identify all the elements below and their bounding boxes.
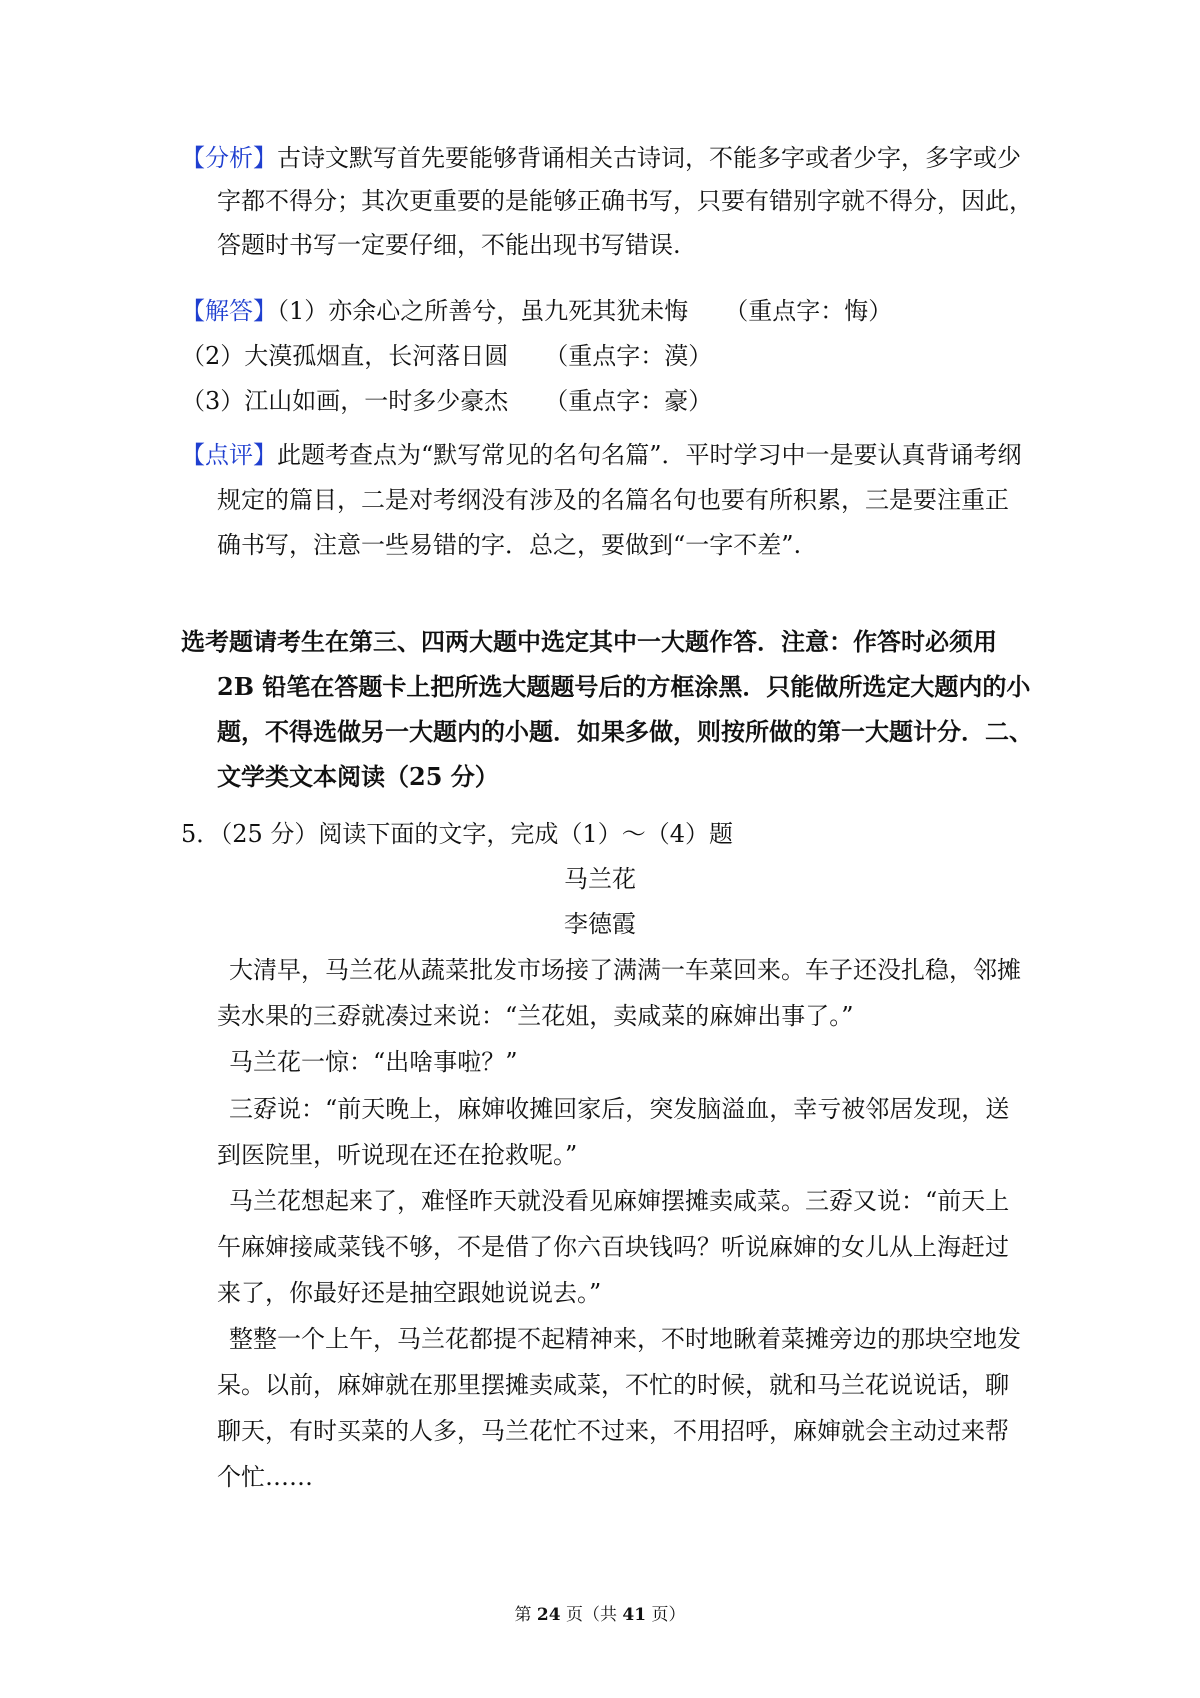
story-line-1: 大清早，马兰花从蔬菜批发市场接了满满一车菜回来。车子还没扎稳，邻摊 — [229, 956, 1021, 984]
notice-line-1: 选考题请考生在第三、四两大题中选定其中一大题作答．注意：作答时必须用 — [181, 627, 997, 656]
story-author: 李德霞 — [564, 910, 636, 938]
story-line-8: 来了，你最好还是抽空跟她说说去。” — [217, 1279, 602, 1307]
comment-line-3: 确书写，注意一些易错的字．总之，要做到“一字不差”. — [217, 531, 802, 559]
story-line-4: 三孬说：“前天晚上，麻婶收摊回家后，突发脑溢血，幸亏被邻居发现，送 — [229, 1095, 1010, 1123]
comment-line-2: 规定的篇目，二是对考纲没有涉及的名篇名句也要有所积累，三是要注重正 — [217, 486, 1009, 514]
footer-prefix: 第 — [514, 1605, 532, 1625]
answer-line-3: （3）江山如画，一时多少豪杰 （重点字：豪） — [181, 387, 713, 415]
comment-tag: 【点评】 — [181, 441, 277, 469]
page-footer — [0, 1603, 1200, 1627]
story-line-3: 马兰花一惊：“出啥事啦？” — [229, 1048, 518, 1076]
notice-line-2: 2B 铅笔在答题卡上把所选大题题号后的方框涂黑．只能做所选定大题内的小 — [217, 672, 1031, 701]
story-line-9: 整整一个上午，马兰花都提不起精神来，不时地瞅着菜摊旁边的那块空地发 — [229, 1325, 1021, 1353]
analysis-tag: 【分析】 — [181, 144, 277, 172]
footer-page-number: 24 — [536, 1605, 561, 1625]
analysis-text: 古诗文默写首先要能够背诵相关古诗词，不能多字或者少字，多字或少 — [277, 144, 1021, 172]
footer-suffix: 页） — [651, 1605, 686, 1625]
story-line-12: 个忙…… — [217, 1463, 313, 1491]
story-line-10: 呆。以前，麻婶就在那里摆摊卖咸菜，不忙的时候，就和马兰花说说话，聊 — [217, 1371, 1009, 1399]
comment-text: 此题考查点为“默写常见的名句名篇”．平时学习中一是要认真背诵考纲 — [277, 441, 1022, 469]
analysis-line-1 — [181, 143, 1021, 173]
analysis-line-2: 字都不得分；其次更重要的是能够正确书写，只要有错别字就不得分，因此， — [217, 187, 1033, 215]
answer-tag: 【解答】 — [181, 297, 277, 325]
story-line-6: 马兰花想起来了，难怪昨天就没看见麻婶摆摊卖咸菜。三孬又说：“前天上 — [229, 1187, 1010, 1215]
footer-middle: 页（共 — [566, 1605, 617, 1625]
answer-line-2: （2）大漠孤烟直，长河落日圆 （重点字：漠） — [181, 342, 713, 370]
comment-line-1 — [181, 440, 1022, 470]
story-title: 马兰花 — [564, 865, 636, 893]
analysis-line-3: 答题时书写一定要仔细，不能出现书写错误. — [217, 231, 681, 259]
story-line-5: 到医院里，听说现在还在抢救呢。” — [217, 1141, 578, 1169]
answer-line-1 — [181, 296, 892, 326]
story-line-7: 午麻婶接咸菜钱不够，不是借了你六百块钱吗？听说麻婶的女儿从上海赶过 — [217, 1233, 1009, 1261]
notice-line-4: 文学类文本阅读（25 分） — [217, 762, 499, 791]
footer-total-pages: 41 — [622, 1605, 647, 1625]
question-text: 5．（25 分）阅读下面的文字，完成（1）～（4）题 — [181, 820, 733, 848]
story-line-2: 卖水果的三孬就凑过来说：“兰花姐，卖咸菜的麻婶出事了。” — [217, 1002, 854, 1030]
answer-text: （1）亦余心之所善兮，虽九死其犹未悔 （重点字：悔） — [277, 297, 893, 325]
story-line-11: 聊天，有时买菜的人多，马兰花忙不过来，不用招呼，麻婶就会主动过来帮 — [217, 1417, 1009, 1445]
notice-line-3: 题，不得选做另一大题内的小题．如果多做，则按所做的第一大题计分．二、 — [217, 717, 1033, 746]
